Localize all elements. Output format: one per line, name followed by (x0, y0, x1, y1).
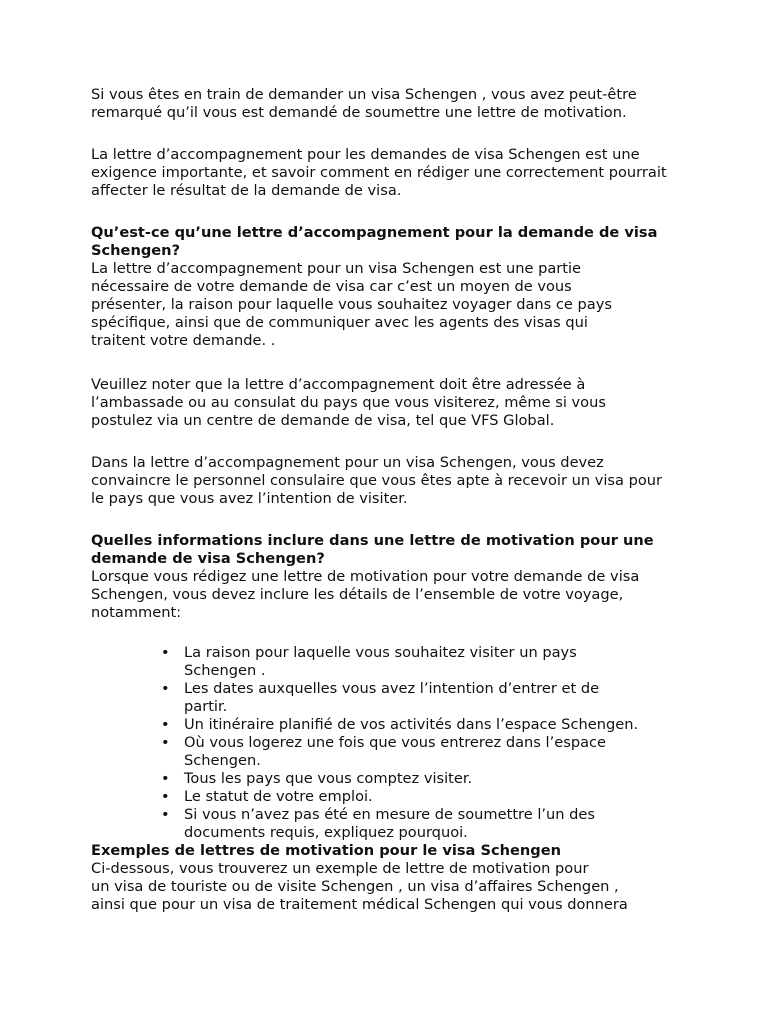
document-page (91, 86, 691, 914)
list-item (161, 788, 644, 806)
bullet-icon: • (161, 716, 170, 733)
list-item (161, 734, 644, 770)
paragraph-convince-consulate: Dans la lettre d’accompagnement pour un visa Schengen, vous devez convaincre le personnel consulaire que vous êtes apte à recevoir un visa pour le pays que vous avez l’intention de visiter. (91, 454, 663, 507)
bullet-icon: • (161, 806, 170, 823)
list-item (161, 716, 644, 734)
list-item-text: Les dates auxquelles vous avez l’intention d’entrer et de partir. (184, 680, 600, 715)
section-body-what-is-cover-letter: La lettre d’accompagnement pour un visa Schengen est une partie nécessaire de votre demande de visa car c’est un moyen de vous présenter, la raison pour laquelle vous souhaitez voyager dans ce pays spécifique, ainsi que de communiquer avec les agents des visas qui traitent votre demande. . (91, 260, 612, 349)
bullet-icon: • (161, 770, 170, 787)
bullet-icon: • (161, 734, 170, 751)
section-body-what-to-include: Lorsque vous rédigez une lettre de motivation pour votre demande de visa Schengen, vous devez inclure les détails de l’ensemble de votre voyage, notamment: (91, 568, 640, 621)
list-item (161, 770, 644, 788)
section-body-examples-line-2: un visa de touriste ou de visite Schengen , un visa d’affaires Schengen , (91, 878, 619, 895)
section-body-examples-line-1: Ci-dessous, vous trouverez un exemple de lettre de motivation pour (91, 860, 589, 877)
section-heading-examples: Exemples de lettres de motivation pour le visa Schengen (91, 842, 562, 859)
list-item-text: Le statut de votre emploi. (184, 788, 373, 805)
include-list (91, 644, 644, 842)
intro-paragraph-1: Si vous êtes en train de demander un visa Schengen , vous avez peut-être remarqué qu’il vous est demandé de soumettre une lettre de motivation. (91, 86, 637, 121)
section-body-examples-line-3: ainsi que pour un visa de traitement médical Schengen qui vous donnera (91, 896, 628, 913)
list-item (161, 806, 644, 842)
list-item-text: Un itinéraire planifié de vos activités dans l’espace Schengen. (184, 716, 639, 733)
list-item-text: La raison pour laquelle vous souhaitez visiter un pays Schengen . (184, 644, 577, 679)
list-item (161, 644, 644, 680)
section-heading-what-to-include: Quelles informations inclure dans une lettre de motivation pour une demande de visa Schengen? (91, 532, 654, 567)
list-item-text: Tous les pays que vous comptez visiter. (184, 770, 473, 787)
list-item (161, 680, 644, 716)
list-item-text: Si vous n’avez pas été en mesure de soumettre l’un des documents requis, expliquez pourquoi. (184, 806, 596, 841)
section-heading-what-is-cover-letter: Qu’est-ce qu’une lettre d’accompagnement pour la demande de visa Schengen? (91, 224, 658, 259)
paragraph-embassy-note: Veuillez noter que la lettre d’accompagnement doit être adressée à l’ambassade ou au consulat du pays que vous visiterez, même si vous postulez via un centre de demande de visa, tel que VFS Global. (91, 376, 606, 429)
bullet-icon: • (161, 644, 170, 661)
bullet-icon: • (161, 788, 170, 805)
list-item-text: Où vous logerez une fois que vous entrerez dans l’espace Schengen. (184, 734, 607, 769)
bullet-icon: • (161, 680, 170, 697)
intro-paragraph-2: La lettre d’accompagnement pour les demandes de visa Schengen est une exigence importante, et savoir comment en rédiger une correctement pourrait affecter le résultat de la demande de visa. (91, 146, 667, 199)
